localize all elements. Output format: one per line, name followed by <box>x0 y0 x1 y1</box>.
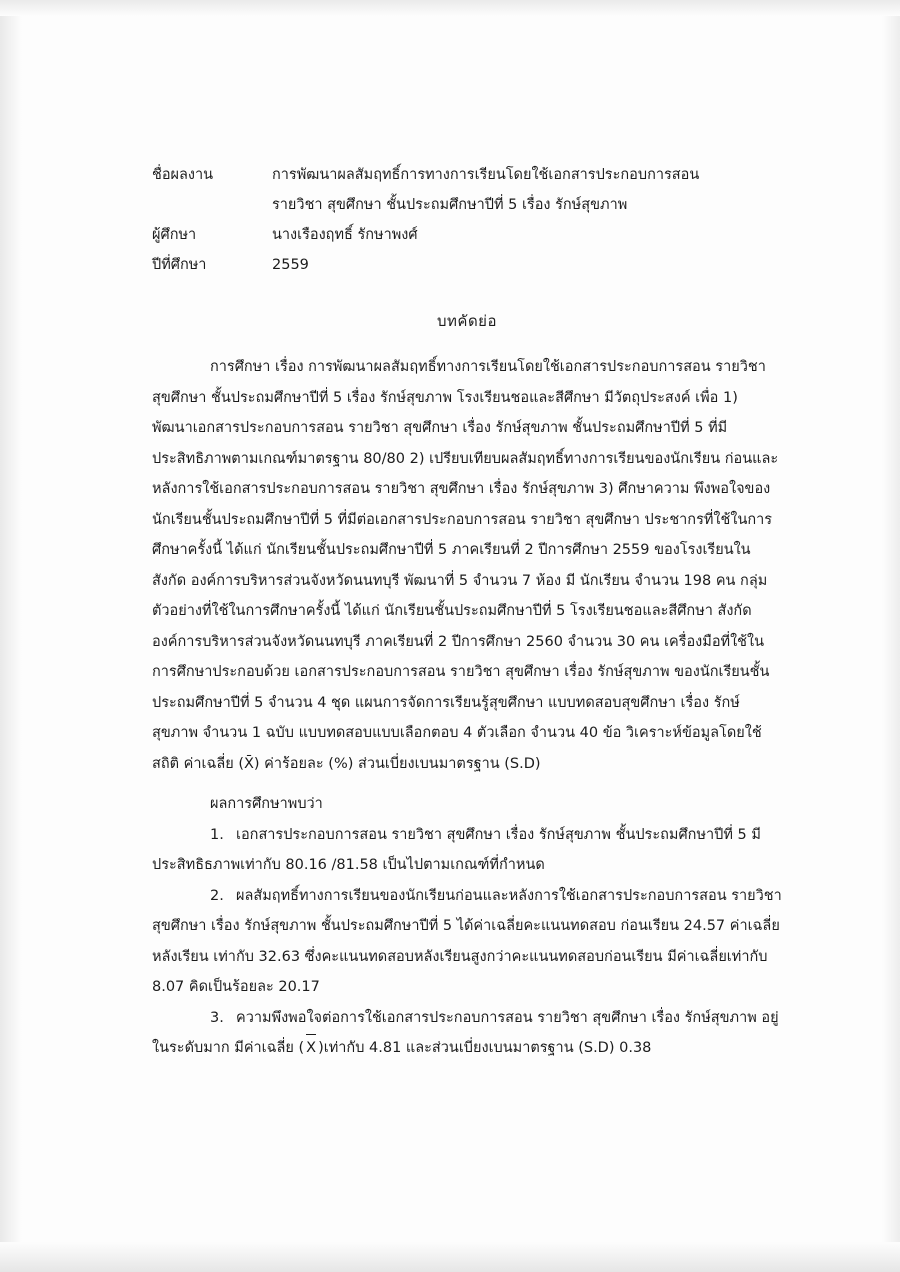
document-content <box>152 160 782 1064</box>
result-item-2 <box>152 881 782 1003</box>
abstract-paragraph-text: การศึกษา เรื่อง การพัฒนาผลสัมฤทธิ์ทางการเรียนโดยใช้เอกสารประกอบการสอน รายวิชา สุขศึกษา ชั้นประถมศึกษาปีที่ 5 เรื่อง รักษ์สุขภาพ โรงเรียนชอและสีศึกษา มีวัตถุประสงค์ เพื่อ 1) พัฒนาเอกสารประกอบการสอน รายวิชา สุขศึกษา เรื่อง รักษ์สุขภาพ ชั้นประถมศึกษาปีที่ 5 ที่มีประสิทธิภาพตามเกณฑ์มาตรฐาน 80/80 2) เปรียบเทียบผลสัมฤทธิ์ทางการเรียนของนักเรียน ก่อนและหลังการใช้เอกสารประกอบการสอน รายวิชา สุขศึกษา เรื่อง รักษ์สุขภาพ 3) ศึกษาความ พึงพอใจของนักเรียนชั้นประถมศึกษาปีที่ 5 ที่มีต่อเอกสารประกอบการสอน รายวิชา สุขศึกษา ประชากรที่ใช้ในการศึกษาครั้งนี้ ได้แก่ นักเรียนชั้นประถมศึกษาปีที่ 5 ภาคเรียนที่ 2 ปีการศึกษา 2559 ของโรงเรียนในสังกัด องค์การบริหารส่วนจังหวัดนนทบุรี พัฒนาที่ 5 จำนวน 7 ห้อง มี นักเรียน จำนวน 198 คน กลุ่มตัวอย่างที่ใช้ในการศึกษาครั้งนี้ ได้แก่ นักเรียนชั้นประถมศึกษาปีที่ 5 โรงเรียนชอและสีศึกษา สังกัด องค์การบริหารส่วนจังหวัดนนทบุรี ภาคเรียนที่ 2 ปีการศึกษา 2560 จำนวน 30 คน เครื่องมือที่ใช้ในการศึกษาประกอบด้วย เอกสารประกอบการสอน รายวิชา สุขศึกษา เรื่อง รักษ์สุขภาพ ของนักเรียนชั้นประถมศึกษาปีที่ 5 จำนวน 4 ชุด แผนการจัดการเรียนรู้สุขศึกษา แบบทดสอบสุขศึกษา เรื่อง รักษ์สุขภาพ จำนวน 1 ฉบับ แบบทดสอบแบบเลือกตอบ 4 ตัวเลือก จำนวน 40 ข้อ วิเคราะห์ข้อมูลโดยใช้สถิติ ค่าเฉลี่ย (X̄) ค่าร้อยละ (%) ส่วนเบี่ยงเบนมาตรฐาน (S.D) <box>152 359 779 772</box>
abstract-heading: บทคัดย่อ <box>437 312 497 330</box>
metadata-label-author: ผู้ศึกษา <box>152 227 197 243</box>
metadata-row-title <box>152 160 782 190</box>
metadata-value-title-line2: รายวิชา สุขศึกษา ชั้นประถมศึกษาปีที่ 5 เรื่อง รักษ์สุขภาพ <box>272 197 628 213</box>
metadata-value-author: นางเรืองฤทธิ์ รักษาพงศ์ <box>272 227 418 243</box>
results-heading <box>152 789 782 820</box>
metadata-label-title: ชื่อผลงาน <box>152 167 214 183</box>
metadata-row-year <box>152 250 782 280</box>
result-text-2: ผลสัมฤทธิ์ทางการเรียนของนักเรียนก่อนและหลังการใช้เอกสารประกอบการสอน รายวิชา สุขศึกษา เรื่อง รักษ์สุขภาพ ชั้นประถมศึกษาปีที่ 5 ได้ค่าเฉลี่ยคะแนนทดสอบ ก่อนเรียน 24.57 ค่าเฉลี่ยหลังเรียน เท่ากับ 32.63 ซึ่งคะแนนทดสอบหลังเรียนสูงกว่าคะแนนทดสอบก่อนเรียน มีค่าเฉลี่ยเท่ากับ 8.07 คิดเป็นร้อยละ 20.17 <box>152 887 782 995</box>
result-number-1: 1. <box>210 826 224 843</box>
abstract-paragraph <box>152 352 782 779</box>
result-text-3-before: ความพึงพอใจต่อการใช้เอกสารประกอบการสอน รายวิชา สุขศึกษา เรื่อง รักษ์สุขภาพ อยู่ในระดับมาก มีค่าเฉลี่ย ( <box>152 1009 779 1056</box>
metadata-row-author <box>152 220 782 250</box>
metadata-value-year: 2559 <box>272 257 309 273</box>
results-heading-text: ผลการศึกษาพบว่า <box>210 796 323 812</box>
scan-shadow-right <box>882 0 900 1272</box>
result-text-3-after: )เท่ากับ 4.81 และส่วนเบี่ยงเบนมาตรฐาน (S.D) 0.38 <box>318 1040 652 1056</box>
result-text-1: เอกสารประกอบการสอน รายวิชา สุขศึกษา เรื่อง รักษ์สุขภาพ ชั้นประถมศึกษาปีที่ 5 มีประสิทธิธภาพเท่ากับ 80.16 /81.58 เป็นไปตามเกณฑ์ที่กำหนด <box>152 826 761 873</box>
result-item-1 <box>152 820 782 881</box>
x-bar-symbol: X <box>304 1033 318 1064</box>
scan-shadow-top <box>0 0 900 16</box>
result-item-3 <box>152 1003 782 1064</box>
metadata-label-year: ปีที่ศึกษา <box>152 257 207 273</box>
header-metadata <box>152 160 782 280</box>
metadata-value-title: การพัฒนาผลสัมฤทธิ์การทางการเรียนโดยใช้เอกสารประกอบการสอน <box>272 167 700 183</box>
scan-shadow-left <box>0 0 22 1272</box>
result-number-2: 2. <box>210 887 224 904</box>
scan-shadow-bottom <box>0 1242 900 1272</box>
result-number-3: 3. <box>210 1009 224 1026</box>
